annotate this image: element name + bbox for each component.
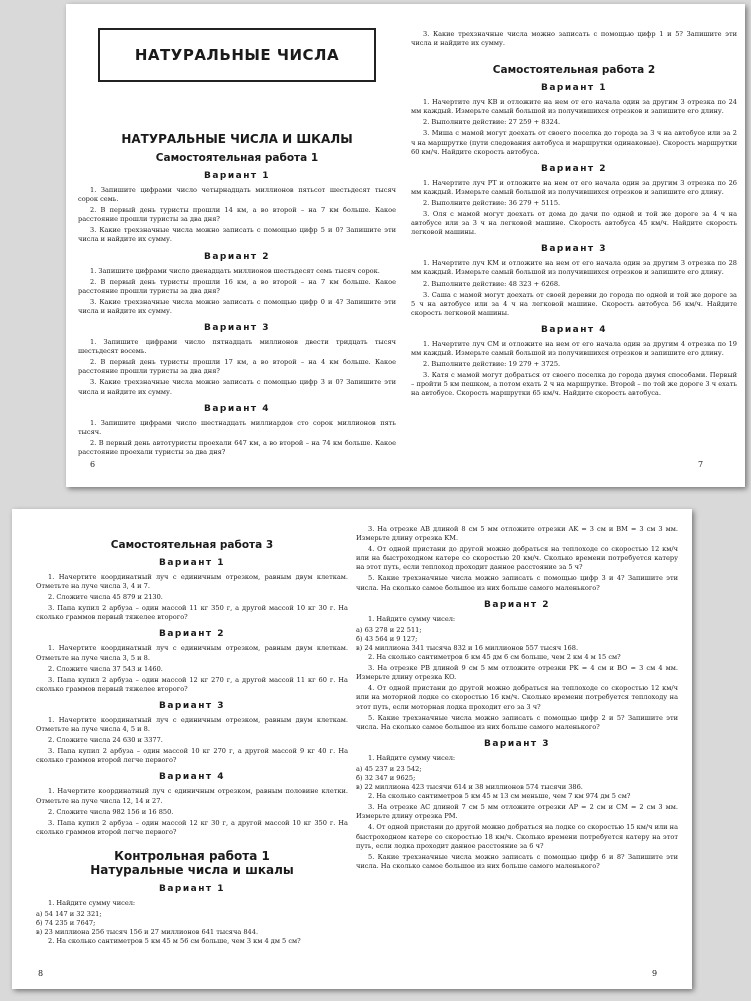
task: 1. Начертите луч KM и отложите на нем от его начала один за другим 3 отрезка по 28 мм каждый. Измерьте самый большой из получившихся отрезков и запишите его длину. — [411, 259, 737, 277]
task: 2. На сколько сантиметров 5 км 45 м 56 см больше, чем 3 км 4 дм 5 см? — [48, 937, 301, 946]
task: 4. От одной пристани до другой можно добраться на лодке со скоростью 15 км/ч или на быстроходном катере со скоростью 18 км/ч. Сколько времени потребуется катеру на этот путь, если лодка проходит данное расстояние за 6 ч? — [356, 823, 678, 850]
task: 2. Сложите числа 37 543 и 1460. — [48, 664, 163, 673]
variant-title: Вариант 4 — [203, 403, 271, 414]
variant-block — [36, 558, 348, 622]
variant-title: Вариант 3 — [203, 323, 271, 334]
task: 3. Какие трехзначные числа можно записать с помощью цифр 1 и 5? Запишите эти числа и найдите их сумму. — [411, 30, 737, 48]
task-subitem: в) 22 миллиона 423 тысячи 614 и 38 миллионов 574 тысячи 386. — [356, 783, 583, 792]
task: 1. Начертите луч KB и отложите на нем от его начала один за другим 3 отрезка по 24 мм каждый. Измерьте самый большой из получившихся отрезков и запишите его длину. — [411, 98, 737, 116]
variant-block — [411, 83, 737, 157]
task: 2. В первый день туристы прошли 17 км, а во второй – на 4 км больше. Какое расстояние прошли туристы за два дня? — [78, 358, 396, 376]
variant-title: Вариант 3 — [483, 738, 551, 749]
spread-top — [66, 4, 745, 487]
page-number: 9 — [652, 969, 658, 978]
task: 2. В первый день автотуристы проехали 647 км, а во второй – на 74 км больше. Какое расстояние проехали туристы за два дня? — [78, 438, 396, 456]
task: 1. Начертите луч PT и отложите на нем от его начала один за другим 3 отрезка по 26 мм каждый. Измерьте самый большой из получившихся отрезков и запишите его длину. — [411, 178, 737, 196]
task: 1. Найдите сумму чисел: — [368, 614, 456, 623]
task: 3. Папа купил 2 арбуза – один массой 10 кг 270 г, а другой массой 9 кг 40 г. На сколько граммов второй легче первого? — [36, 747, 348, 765]
task: 4. От одной пристани до другой можно добраться на теплоходе со скоростью 12 км/ч или на моторной лодке со скоростью 16 км/ч. Сколько времени потребуется теплоходу на этот путь, если моторная лодка проходит его за 3 ч? — [356, 684, 678, 711]
task: 3. Папа купил 2 арбуза – один массой 11 кг 350 г, а другой массой 10 кг 30 г. На сколько граммов первый тяжелее второго? — [36, 604, 348, 622]
variant-block — [411, 164, 737, 238]
control-work-subtitle: Натуральные числа и шкалы — [90, 862, 294, 877]
task: 2. Сложите числа 982 156 и 16 850. — [48, 807, 174, 816]
task: 1. Запишите цифрами число пятнадцать миллионов двести тридцать тысяч шестьдесят восемь. — [78, 338, 396, 356]
task-subitem: б) 43 564 и 9 127; — [356, 634, 418, 643]
variant-title: Вариант 4 — [158, 772, 226, 783]
task: 5. Какие трехзначные числа можно записать с помощью цифр 6 и 8? Запишите эти числа. На сколько самое большое из них больше самого маленького? — [356, 852, 678, 870]
task: 2. Сложите числа 24 630 и 3377. — [48, 736, 163, 745]
task: 1. Найдите сумму чисел: — [48, 898, 136, 907]
task-subitem: в) 23 миллиона 256 тысяч 156 и 27 миллионов 641 тысяча 844. — [36, 928, 259, 937]
task-subitem: а) 63 278 и 22 511; — [356, 625, 422, 634]
task-subitem: б) 74 235 и 7647; — [36, 919, 96, 928]
task-subitem: в) 24 миллиона 341 тысяча 832 и 16 миллионов 557 тысяч 168. — [356, 643, 579, 652]
task: 3. Катя с мамой могут добраться от своего поселка до города двумя способами. Первый – пройти 5 км пешком, а потом ехать 2 ч на маршрутке. Второй – по той же дороге 3 ч ехать на автобусе. Скорость маршрутки 65 км/ч. Найдите скорость автобуса. — [411, 371, 737, 398]
variant-title: Вариант 1 — [158, 558, 226, 568]
variant-title: Вариант 2 — [540, 163, 608, 174]
task: 2. В первый день туристы прошли 14 км, а во второй – на 7 км больше. Какое расстояние прошли туристы за два дня? — [78, 206, 396, 224]
variant-block — [411, 244, 737, 318]
task: 3. Папа купил 2 арбуза – один массой 12 кг 30 г, а другой массой 10 кг 350 г. На сколько граммов второй легче первого? — [36, 818, 348, 836]
page-number: 6 — [90, 460, 96, 469]
task: 1. Начертите луч CM и отложите на нем от его начала один за другим 4 отрезка по 19 мм каждый. Измерьте самый большой из получившихся отрезков и запишите его длину. — [411, 339, 737, 357]
task-subitem: б) 32 347 и 9625; — [356, 773, 416, 782]
task: 2. В первый день туристы прошли 16 км, а во второй – на 7 км больше. Какое расстояние прошли туристы за два дня? — [78, 277, 396, 295]
task: 3. На отрезке AC длиной 7 см 5 мм отложите отрезки AP = 2 см и CM = 2 см 3 мм. Измерьте длину отрезка PM. — [356, 803, 678, 821]
task: 3. Какие трехзначные числа можно записать с помощью цифр 5 и 0? Запишите эти числа и найдите их сумму. — [78, 226, 396, 244]
task: 3. Оля с мамой могут доехать от дома до дачи по одной и той же дороге за 4 ч на автобусе или за 3 ч на легковой машине. Скорость автобуса 45 км/ч. Найдите скорость легковой машины. — [411, 210, 737, 237]
variant-title: Вариант 2 — [158, 629, 226, 640]
task: 4. От одной пристани до другой можно добраться на теплоходе со скоростью 12 км/ч или на быстроходном катере со скоростью 20 км/ч. Сколько времени потребуется катеру на этот путь, если теплоход проходит данное расстояние за 5 ч? — [356, 545, 678, 572]
task: 3. На отрезке PB длиной 9 см 5 мм отложите отрезки PK = 4 см и BO = 3 см 4 мм. Измерьте длину отрезка KO. — [356, 664, 678, 682]
variant-block — [78, 323, 396, 397]
variant-title: Вариант 3 — [158, 700, 226, 711]
variant-block — [78, 252, 396, 316]
section-title: НАТУРАЛЬНЫЕ ЧИСЛА И ШКАЛЫ — [121, 132, 353, 146]
page-7 — [411, 30, 737, 478]
task: 3. Какие трехзначные числа можно записать с помощью цифр 3 и 0? Запишите эти числа и найдите их сумму. — [78, 378, 396, 396]
task: 2. Выполните действие: 27 259 + 8324. — [423, 118, 561, 127]
variant-block — [36, 629, 348, 693]
task: 1. Начертите координатный луч с единичным отрезком, равным двум клеткам. Отметьте на луче числа 3, 4 и 7. — [36, 573, 348, 591]
task-subitem: а) 54 147 и 32 321; — [36, 909, 102, 918]
task: 1. Запишите цифрами число четырнадцать миллионов пятьсот шестьдесят тысяч сорок семь. — [78, 186, 396, 204]
variant-block — [78, 171, 396, 245]
task: 2. Выполните действие: 19 279 + 3725. — [423, 360, 561, 369]
variant-title: Вариант 1 — [158, 883, 226, 894]
task: 3. На отрезке AB длиной 8 см 5 мм отложите отрезки AK = 3 см и BM = 3 см 3 мм. Измерьте длину отрезка KM. — [356, 525, 678, 543]
task: 1. Начертите координатный луч с единичным отрезком, равным двум клеткам. Отметьте на луче числа 3, 5 и 8. — [36, 644, 348, 662]
task: 1. Начертите координатный луч с единичным отрезком, равным двум клеткам. Отметьте на луче числа 4, 5 и 8. — [36, 715, 348, 734]
spread-bottom — [12, 509, 692, 989]
page-number: 7 — [698, 460, 704, 469]
task: 3. Саша с мамой могут доехать от своей деревни до города по одной и той же дороге за 5 ч на автобусе или за 4 ч на легковой машине. Скорость автобуса 56 км/ч. Найдите скорость легковой машины. — [411, 290, 737, 317]
variant-title: Вариант 4 — [540, 324, 608, 335]
task: 1. Найдите сумму чисел: — [368, 753, 456, 762]
task: 1. Начертите координатный луч с единичным отрезком, равным половине клетки. Отметьте на луче числа 12, 14 и 27. — [36, 787, 348, 805]
task: 3. Какие трехзначные числа можно записать с помощью цифр 0 и 4? Запишите эти числа и найдите их сумму. — [78, 297, 396, 315]
chapter-banner: НАТУРАЛЬНЫЕ ЧИСЛА — [98, 28, 376, 82]
variant-title: Вариант 1 — [540, 83, 608, 94]
task: 5. Какие трехзначные числа можно записать с помощью цифр 2 и 5? Запишите эти числа. На сколько самое большое из них больше самого маленького? — [356, 713, 678, 731]
work-title: Самостоятельная работа 3 — [110, 539, 274, 551]
variant-title: Вариант 1 — [203, 171, 271, 181]
task: 1. Запишите цифрами число шестнадцать миллиардов сто сорок миллионов пять тысяч. — [78, 418, 396, 436]
task: 3. Папа купил 2 арбуза – один массой 12 кг 270 г, а другой массой 11 кг 60 г. На сколько граммов первый тяжелее второго? — [36, 675, 348, 693]
work-title: Самостоятельная работа 2 — [492, 64, 656, 77]
task: 5. Какие трехзначные числа можно записать с помощью цифр 3 и 4? Запишите эти числа. На сколько самое большое из них больше самого маленького? — [356, 574, 678, 592]
page-9 — [356, 525, 678, 981]
task: 2. Сложите числа 45 879 и 2130. — [48, 593, 163, 602]
page-6 — [78, 16, 396, 478]
task: 2. Выполните действие: 36 279 + 5115. — [423, 198, 561, 207]
task: 2. Выполните действие: 48 323 + 6268. — [423, 279, 561, 288]
task: 2. На сколько сантиметров 5 км 45 м 13 см меньше, чем 7 км 974 дм 5 см? — [368, 792, 631, 801]
task-subitem: а) 45 237 и 23 542; — [356, 764, 422, 773]
task: 1. Запишите цифрами число двенадцать миллионов шестьдесят семь тысяч сорок. — [90, 266, 380, 275]
variant-block — [36, 772, 348, 836]
variant-block — [36, 701, 348, 765]
task: 3. Миша с мамой могут доехать от своего поселка до города за 3 ч на автобусе или за 2 ч на маршрутке (пути следования автобуса и маршрутки одинаковые). Скорость маршрутки 60 км/ч. Найдите скорость автобуса. — [411, 129, 737, 156]
page-number: 8 — [38, 969, 44, 978]
control-work-title: Контрольная работа 1 — [114, 848, 270, 863]
task: 2. На сколько сантиметров 6 км 45 дм 6 см больше, чем 2 км 4 м 15 см? — [368, 653, 621, 662]
variant-title: Вариант 3 — [540, 244, 608, 255]
variant-block — [411, 325, 737, 399]
variant-title: Вариант 2 — [203, 251, 271, 262]
work-title: Самостоятельная работа 1 — [155, 152, 319, 164]
variant-block — [78, 404, 396, 457]
variant-title: Вариант 2 — [483, 599, 551, 610]
page-8 — [36, 533, 348, 981]
